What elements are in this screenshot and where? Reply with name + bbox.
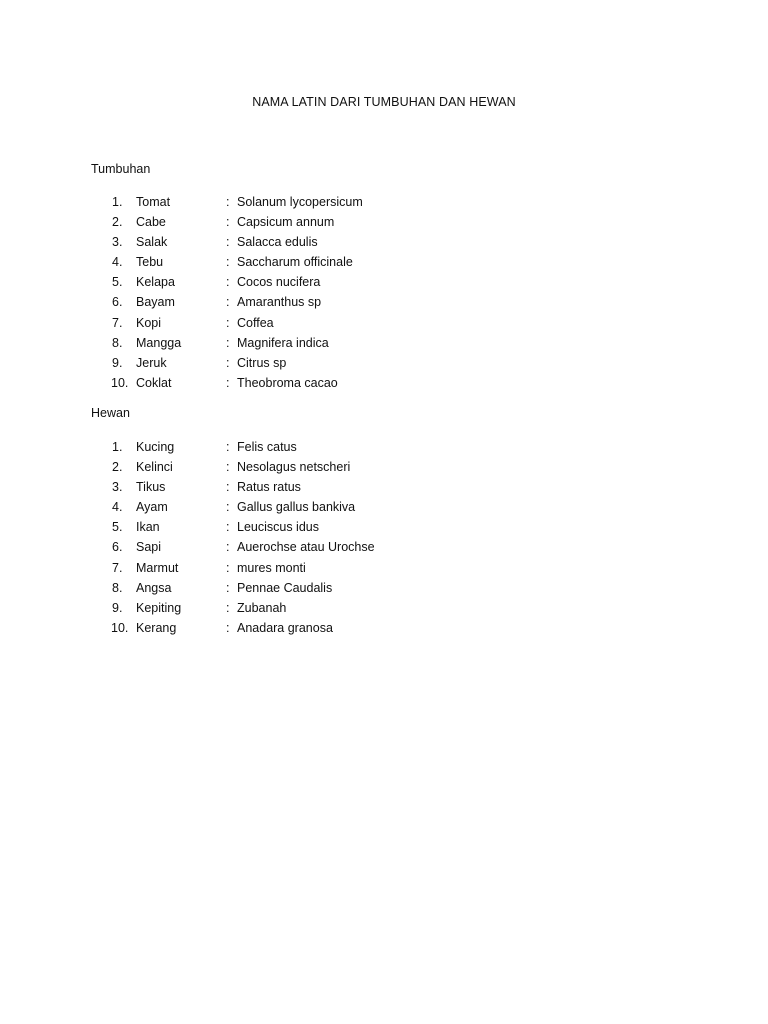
separator: :	[226, 315, 230, 330]
latin-name: Felis catus	[237, 440, 297, 454]
list-item	[0, 313, 768, 333]
separator: :	[226, 620, 230, 635]
list-item	[0, 598, 768, 618]
latin-name: mures monti	[237, 560, 306, 575]
list-item	[0, 457, 768, 477]
list-item	[0, 252, 768, 272]
common-name: Tomat	[136, 195, 171, 209]
section-heading-hewan: Hewan	[91, 406, 130, 420]
common-name: Kelapa	[136, 275, 175, 290]
latin-name: Solanum lycopersicum	[237, 195, 363, 209]
separator: :	[226, 580, 230, 595]
separator: :	[226, 500, 230, 515]
separator: :	[226, 480, 230, 495]
list-item	[0, 373, 768, 393]
latin-name: Auerochse atau Urochse	[237, 540, 375, 555]
section-heading-tumbuhan: Tumbuhan	[91, 162, 151, 176]
separator: :	[226, 235, 230, 250]
separator: :	[226, 195, 230, 209]
latin-name: Gallus gallus bankiva	[237, 500, 356, 515]
latin-name: Leuciscus idus	[237, 520, 319, 535]
list-item	[0, 497, 768, 517]
common-name: Kopi	[136, 315, 162, 330]
list-item	[0, 292, 768, 312]
list-item	[0, 232, 768, 252]
common-name: Kelinci	[136, 460, 173, 475]
common-name: Ayam	[136, 500, 168, 515]
item-number: 3.	[112, 235, 123, 250]
latin-name: Coffea	[237, 315, 274, 330]
item-number: 1.	[112, 195, 123, 209]
separator: :	[226, 335, 230, 350]
latin-name: Saccharum officinale	[237, 255, 353, 270]
common-name: Ikan	[136, 520, 160, 535]
latin-name: Zubanah	[237, 600, 287, 615]
list-item	[0, 537, 768, 557]
separator: :	[226, 560, 230, 575]
common-name: Cabe	[136, 215, 166, 230]
list-item	[0, 192, 768, 212]
separator: :	[226, 275, 230, 290]
item-number: 5.	[112, 275, 123, 290]
item-number: 8.	[112, 580, 123, 595]
common-name: Jeruk	[136, 355, 167, 370]
item-number: 10.	[111, 375, 129, 390]
common-name: Mangga	[136, 335, 182, 350]
latin-name: Capsicum annum	[237, 215, 335, 230]
plant-list	[0, 192, 768, 393]
separator: :	[226, 215, 230, 230]
item-number: 7.	[112, 315, 123, 330]
animal-list	[0, 437, 768, 638]
separator: :	[226, 540, 230, 555]
item-number: 4.	[112, 500, 123, 515]
latin-name: Anadara granosa	[237, 620, 333, 635]
item-number: 9.	[112, 600, 123, 615]
list-item	[0, 618, 768, 638]
common-name: Kerang	[136, 620, 177, 635]
common-name: Kepiting	[136, 600, 182, 615]
list-item	[0, 212, 768, 232]
list-item	[0, 333, 768, 353]
latin-name: Citrus sp	[237, 355, 287, 370]
common-name: Salak	[136, 235, 168, 250]
common-name: Tebu	[136, 255, 164, 270]
common-name: Bayam	[136, 295, 175, 310]
separator: :	[226, 375, 230, 390]
separator: :	[226, 295, 230, 310]
common-name: Kucing	[136, 440, 175, 454]
item-number: 3.	[112, 480, 123, 495]
page-title: NAMA LATIN DARI TUMBUHAN DAN HEWAN	[252, 95, 516, 109]
separator: :	[226, 600, 230, 615]
list-item	[0, 272, 768, 292]
latin-name: Salacca edulis	[237, 235, 318, 250]
item-number: 9.	[112, 355, 123, 370]
list-item	[0, 517, 768, 537]
item-number: 1.	[112, 440, 123, 454]
common-name: Angsa	[136, 580, 172, 595]
list-item	[0, 558, 768, 578]
list-item	[0, 353, 768, 373]
item-number: 2.	[112, 215, 123, 230]
list-item	[0, 437, 768, 457]
item-number: 2.	[112, 460, 123, 475]
separator: :	[226, 255, 230, 270]
item-number: 4.	[112, 255, 123, 270]
common-name: Coklat	[136, 375, 172, 390]
latin-name: Cocos nucifera	[237, 275, 321, 290]
common-name: Tikus	[136, 480, 166, 495]
item-number: 7.	[112, 560, 123, 575]
common-name: Sapi	[136, 540, 162, 555]
latin-name: Nesolagus netscheri	[237, 460, 351, 475]
item-number: 6.	[112, 295, 123, 310]
item-number: 10.	[111, 620, 129, 635]
latin-name: Ratus ratus	[237, 480, 301, 495]
latin-name: Theobroma cacao	[237, 375, 338, 390]
item-number: 8.	[112, 335, 123, 350]
item-number: 6.	[112, 540, 123, 555]
list-item	[0, 578, 768, 598]
separator: :	[226, 440, 230, 454]
separator: :	[226, 355, 230, 370]
latin-name: Pennae Caudalis	[237, 580, 333, 595]
separator: :	[226, 520, 230, 535]
list-item	[0, 477, 768, 497]
latin-name: Amaranthus sp	[237, 295, 322, 310]
item-number: 5.	[112, 520, 123, 535]
separator: :	[226, 460, 230, 475]
common-name: Marmut	[136, 560, 179, 575]
latin-name: Magnifera indica	[237, 335, 329, 350]
